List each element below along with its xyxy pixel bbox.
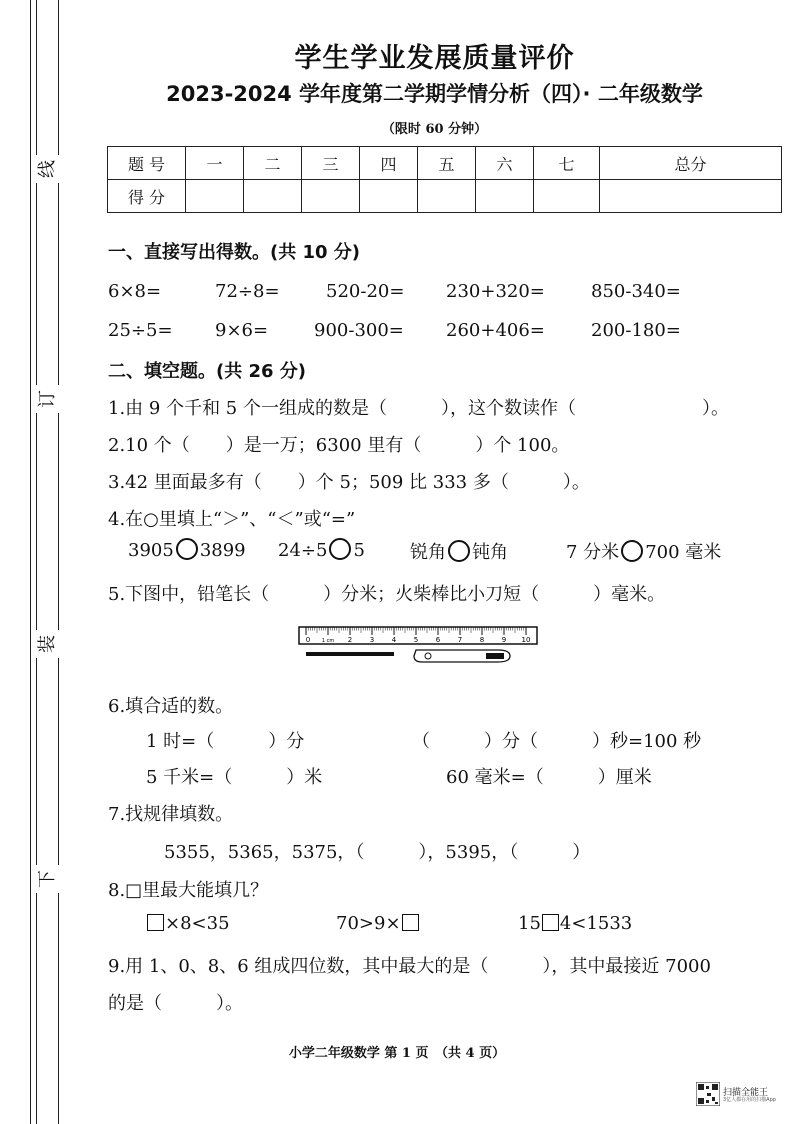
page-subtitle: 2023-2024 学年度第二学期学情分析（四）· 二年级数学 xyxy=(166,82,703,106)
ruler-label: 7 xyxy=(457,636,463,644)
compare-item xyxy=(128,538,246,561)
question-8: 8.□里最大能填几？ xyxy=(108,880,269,901)
question-4: 4.在○里填上“＞”、“＜”或“=” xyxy=(108,509,356,530)
score-cell: 总分 xyxy=(600,147,782,180)
question-1: 1.由 9 个千和 5 个一组成的数是（ ），这个数读作（ ）。 xyxy=(108,398,729,419)
calc-item: 520-20= xyxy=(326,281,405,302)
pencil-icon xyxy=(306,652,394,656)
ruler-label: 4 xyxy=(391,636,397,644)
score-input-cell[interactable] xyxy=(600,180,782,213)
ruler-label: 6 xyxy=(435,636,441,644)
score-input-cell[interactable] xyxy=(534,180,600,213)
section1-title: 一、直接写出得数。(共 10 分) xyxy=(108,242,361,263)
knife-handle xyxy=(486,653,504,659)
score-input-cell[interactable] xyxy=(186,180,244,213)
q8-text: 15 xyxy=(518,913,541,934)
question-6: 6.填合适的数。 xyxy=(108,696,234,717)
compare-right: 钝角 xyxy=(472,542,508,563)
time-limit: （限时 60 分钟） xyxy=(381,122,488,137)
section2-title: 二、填空题。(共 26 分) xyxy=(108,361,307,382)
question-3: 3.42 里面最多有（ ）个 5；509 比 333 多（ ）。 xyxy=(108,472,590,493)
question-2: 2.10 个（ ）是一万；6300 里有（ ）个 100。 xyxy=(108,435,570,456)
score-cell: 三 xyxy=(302,147,360,180)
page-title: 学生学业发展质量评价 xyxy=(294,43,575,74)
ruler-figure xyxy=(298,624,538,670)
score-cell: 题 号 xyxy=(108,147,186,180)
q6-item: 1 时=（ ）分 xyxy=(146,731,305,752)
q8-item xyxy=(336,913,420,934)
q6-item: （ ）分（ ）秒=100 秒 xyxy=(412,731,702,752)
answer-box-icon[interactable] xyxy=(542,914,559,931)
scanner-brand-sub: 3亿人都在用的扫描App xyxy=(723,1097,776,1103)
q8-text: ×8<35 xyxy=(165,913,230,934)
scanner-watermark xyxy=(696,1082,780,1108)
ruler-label: 10 xyxy=(521,636,531,644)
compare-item xyxy=(278,538,365,561)
ruler-label: 2 xyxy=(347,636,353,644)
knife-hole xyxy=(425,653,431,659)
compare-right: 5 xyxy=(353,540,365,561)
compare-left: 3905 xyxy=(128,540,174,561)
question-9-line2: 的是（ ）。 xyxy=(108,993,243,1014)
calc-item: 6×8= xyxy=(108,281,162,302)
question-7: 7.找规律填数。 xyxy=(108,804,234,825)
score-cell: 六 xyxy=(476,147,534,180)
question-5: 5.下图中，铅笔长（ ）分米；火柴棒比小刀短（ ）毫米。 xyxy=(108,584,666,605)
binding-char-zhuang: 装 xyxy=(34,630,62,658)
calc-item: 260+406= xyxy=(446,320,545,341)
answer-box-icon[interactable] xyxy=(402,914,419,931)
score-cell: 七 xyxy=(534,147,600,180)
question-9-line1: 9.用 1、0、8、6 组成四位数，其中最大的是（ ），其中最接近 7000 xyxy=(108,956,711,977)
score-cell: 四 xyxy=(360,147,418,180)
compare-item xyxy=(566,538,721,564)
binding-margin xyxy=(0,0,70,1124)
compare-circle-icon[interactable] xyxy=(176,538,198,560)
ruler-label: 9 xyxy=(501,636,507,644)
q6-item: 5 千米=（ ）米 xyxy=(146,767,323,788)
calc-item: 850-340= xyxy=(591,281,681,302)
calc-item: 900-300= xyxy=(314,320,404,341)
score-cell: 一 xyxy=(186,147,244,180)
score-input-cell[interactable] xyxy=(418,180,476,213)
score-table-score-row xyxy=(108,180,782,213)
page-footer: 小学二年级数学 第 1 页 （共 4 页） xyxy=(288,1046,506,1061)
compare-circle-icon[interactable] xyxy=(621,540,643,562)
score-input-cell[interactable] xyxy=(244,180,302,213)
q8-item xyxy=(146,913,230,934)
binding-char-xian: 线 xyxy=(34,155,62,183)
binding-char-ding: 订 xyxy=(34,385,62,413)
compare-left: 24÷5 xyxy=(278,540,328,561)
calc-item: 25÷5= xyxy=(108,320,173,341)
answer-box-icon[interactable] xyxy=(147,914,164,931)
q8-text: 70>9× xyxy=(336,913,401,934)
score-table-header-row xyxy=(108,147,782,180)
q6-item: 60 毫米=（ ）厘米 xyxy=(446,767,652,788)
score-cell: 得 分 xyxy=(108,180,186,213)
ruler-label: 1 cm xyxy=(321,638,335,644)
binding-char-xia: 下 xyxy=(34,865,62,893)
compare-item xyxy=(410,538,508,564)
score-table xyxy=(107,146,782,213)
compare-left: 锐角 xyxy=(410,542,446,563)
q7-sequence: 5355，5365，5375，（ ），5395，（ ） xyxy=(164,842,591,863)
scanner-brand: 扫描全能王 xyxy=(723,1088,769,1098)
calc-item: 200-180= xyxy=(591,320,681,341)
qr-code-icon xyxy=(696,1082,720,1106)
calc-item: 9×6= xyxy=(215,320,269,341)
calc-item: 72÷8= xyxy=(215,281,280,302)
score-input-cell[interactable] xyxy=(476,180,534,213)
score-cell: 二 xyxy=(244,147,302,180)
score-input-cell[interactable] xyxy=(360,180,418,213)
binding-line xyxy=(30,0,31,1124)
compare-circle-icon[interactable] xyxy=(329,538,351,560)
compare-circle-icon[interactable] xyxy=(448,540,470,562)
compare-left: 7 分米 xyxy=(566,542,620,563)
q8-text: 4<1533 xyxy=(559,913,633,934)
score-cell: 五 xyxy=(418,147,476,180)
ruler-label: 3 xyxy=(369,636,375,644)
ruler-label: 0 xyxy=(305,636,311,644)
calc-item: 230+320= xyxy=(446,281,545,302)
score-input-cell[interactable] xyxy=(302,180,360,213)
ruler-label: 8 xyxy=(479,636,485,644)
compare-right: 700 毫米 xyxy=(645,542,722,563)
ruler-label: 5 xyxy=(413,636,419,644)
q8-item xyxy=(518,913,632,934)
compare-right: 3899 xyxy=(199,540,246,561)
